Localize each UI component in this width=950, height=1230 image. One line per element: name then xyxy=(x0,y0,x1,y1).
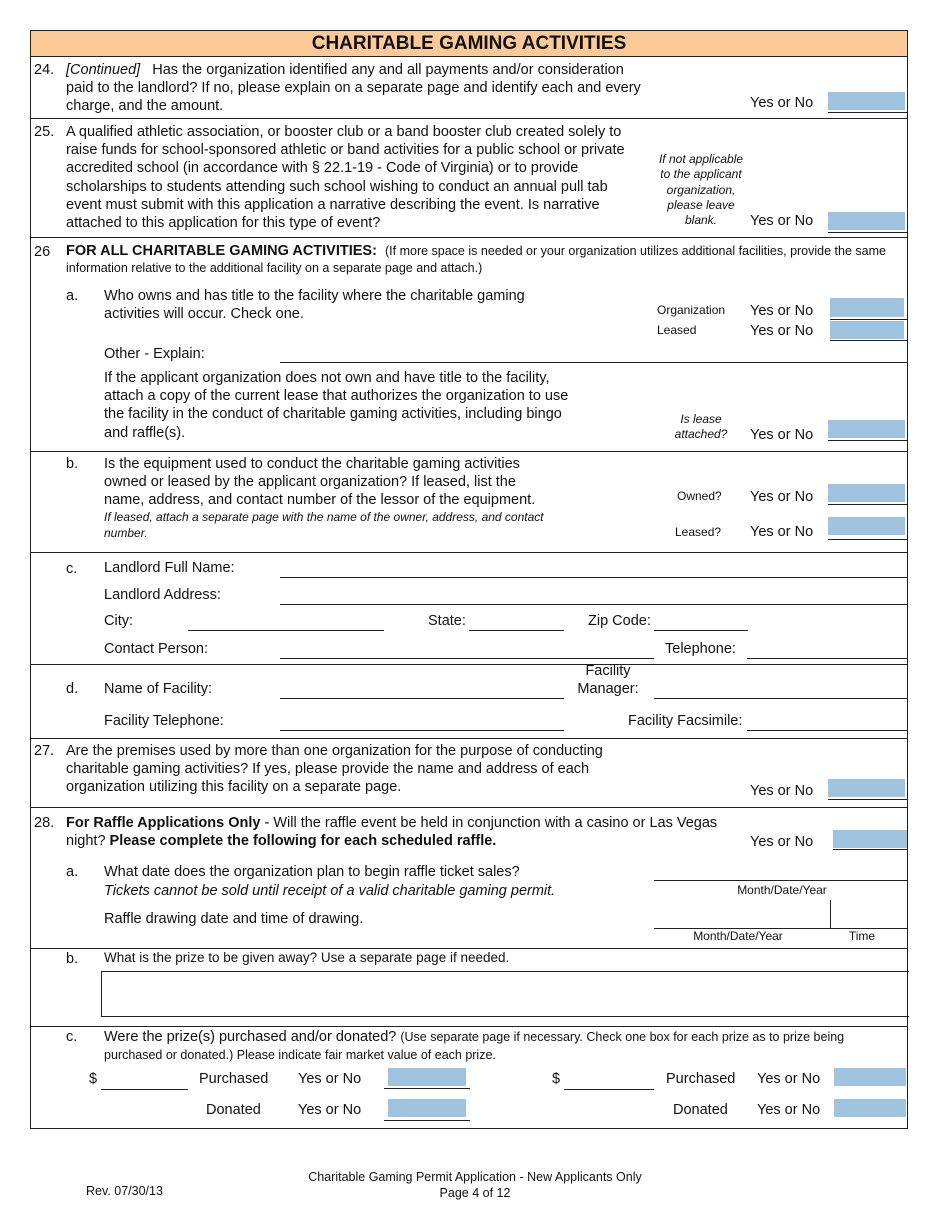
q26b-text: Is the equipment used to conduct the charitable gaming activities owned or leased by the applicant organization? If leased, list the name, address, and contact number of the lessor of the equipment. xyxy=(104,456,536,509)
prize-description-box[interactable] xyxy=(101,971,909,1017)
footer-title xyxy=(250,1169,700,1201)
divider xyxy=(30,451,908,452)
contact-person-label: Contact Person: xyxy=(104,641,208,657)
purchased-answer-field-2[interactable] xyxy=(834,1068,906,1086)
owned-answer-field[interactable] xyxy=(828,484,905,502)
yes-no-label: Yes or No xyxy=(750,783,814,799)
question-24-text xyxy=(66,61,651,116)
prize-value-line[interactable] xyxy=(564,1089,654,1090)
q28c-note: (Use separate page if necessary. Check one box for each prize as to prize being purchased or donated.) Please indicate fair market value of each prize. xyxy=(104,1030,845,1062)
question-number: 26 xyxy=(34,244,51,260)
q26b-note: If leased, attach a separate page with the name of the owner, address, and contact number. xyxy=(104,510,544,540)
question-27-text: Are the premises used by more than one organization for the purpose of conducting charitable gaming activities? If yes, please provide the name and address of each organization utilizing this facility on a separate page. xyxy=(66,743,603,796)
divider xyxy=(30,807,908,808)
leased-answer-field[interactable] xyxy=(830,321,904,339)
section-title: CHARITABLE GAMING ACTIVITIES xyxy=(31,31,907,57)
answer-underline xyxy=(384,1120,470,1121)
mdy-label: Month/Date/Year xyxy=(693,929,783,943)
continued-label: [Continued] xyxy=(66,62,141,78)
facility-fax-line[interactable] xyxy=(747,730,908,731)
item-letter: c. xyxy=(66,1029,78,1045)
question-28-text xyxy=(66,814,746,850)
revision-date: Rev. 07/30/13 xyxy=(86,1184,163,1198)
answer-underline xyxy=(830,319,908,320)
leased-label: Leased? xyxy=(675,525,722,539)
facility-telephone-line[interactable] xyxy=(280,730,564,731)
q28a-question: What date does the organization plan to begin raffle ticket sales? xyxy=(104,864,520,880)
answer-underline xyxy=(828,112,908,113)
yes-no-label: Yes or No xyxy=(750,95,814,111)
facility-name-label: Name of Facility: xyxy=(104,681,212,697)
q25-answer-field[interactable] xyxy=(828,212,905,230)
yes-no-label: Yes or No xyxy=(298,1102,362,1118)
question-number: 28. xyxy=(34,815,55,831)
answer-underline xyxy=(828,440,908,441)
purchased-label: Purchased xyxy=(666,1071,736,1087)
answer-underline xyxy=(828,799,908,800)
lease-answer-field[interactable] xyxy=(828,420,905,438)
item-letter: d. xyxy=(66,681,79,697)
facility-manager-line[interactable] xyxy=(654,698,908,699)
ticket-sales-date-line[interactable] xyxy=(654,880,908,881)
owned-label: Owned? xyxy=(677,489,722,503)
answer-underline xyxy=(830,340,908,341)
facility-manager-label: Facility Manager: xyxy=(577,663,639,697)
mdy-label: Month/Date/Year xyxy=(737,883,827,897)
organization-label: Organization xyxy=(657,303,726,317)
yes-no-label: Yes or No xyxy=(757,1071,821,1087)
answer-underline xyxy=(833,849,908,850)
yes-no-label: Yes or No xyxy=(750,303,814,319)
state-label: State: xyxy=(428,613,466,629)
zip-line[interactable] xyxy=(654,630,748,631)
purchased-label: Purchased xyxy=(199,1071,269,1087)
yes-no-label: Yes or No xyxy=(750,489,814,505)
state-line[interactable] xyxy=(469,630,564,631)
footer-page-number: Page 4 of 12 xyxy=(439,1186,511,1200)
answer-underline xyxy=(828,539,908,540)
facility-telephone-label: Facility Telephone: xyxy=(104,713,224,729)
lease-text: If the applicant organization does not own and have title to the facility, attach a copy of the current lease that authorizes the organization to use the facility in the conduct of charitable gaming activities, including bingo and raffle(s). xyxy=(104,370,569,441)
donated-answer-field[interactable] xyxy=(388,1099,466,1117)
question-25-text: A qualified athletic association, or booster club or a band booster club created solely to raise funds for school-sponsored athletic or band activities for a public school or private accredited school (in accordance with § 22.1-19 - Code of Virginia) or to provide scholarships to students attending such school wishing to conduct an annual pull tab event must submit with this application a narrative describing the event. Is narrative attached to this application for this type of event? xyxy=(66,124,625,232)
q28a-note: Tickets cannot be sold until receipt of a valid charitable gaming permit. xyxy=(104,883,556,899)
divider xyxy=(30,664,908,665)
divider xyxy=(30,948,908,949)
zip-label: Zip Code: xyxy=(588,613,651,629)
question-number: 27. xyxy=(34,743,55,759)
donated-label: Donated xyxy=(673,1102,728,1118)
divider xyxy=(30,552,908,553)
purchased-answer-field[interactable] xyxy=(388,1068,466,1086)
yes-no-label: Yes or No xyxy=(298,1071,362,1087)
date-time-divider xyxy=(830,900,831,928)
divider xyxy=(30,118,908,119)
yes-no-label: Yes or No xyxy=(750,427,814,443)
q26a-text: Who owns and has title to the facility where the charitable gaming activities will occur. Check one. xyxy=(104,288,525,323)
other-explain-label: Other - Explain: xyxy=(104,346,205,362)
yes-no-label: Yes or No xyxy=(750,834,814,850)
leased-label: Leased xyxy=(657,323,697,337)
dollar-sign: $ xyxy=(552,1071,561,1087)
lease-question: Is lease attached? xyxy=(674,412,728,442)
yes-no-label: Yes or No xyxy=(750,524,814,540)
item-letter: c. xyxy=(66,561,78,577)
q24-answer-field[interactable] xyxy=(828,92,905,110)
q25-note: If not applicable to the applicant organization, please leave blank. xyxy=(658,152,744,228)
dollar-sign: $ xyxy=(89,1071,98,1087)
answer-underline xyxy=(384,1088,470,1089)
telephone-label: Telephone: xyxy=(665,641,736,657)
divider xyxy=(30,738,908,739)
q28-bold-instruction: Please complete the following for each scheduled raffle. xyxy=(109,833,497,850)
landlord-name-label: Landlord Full Name: xyxy=(104,560,235,576)
q26-note: (If more space is needed or your organization utilizes additional facilities, provide the same information relative to the additional facility on a separate page and attach.) xyxy=(66,244,886,275)
other-explain-line[interactable] xyxy=(280,362,908,363)
facility-fax-label: Facility Facsimile: xyxy=(628,713,743,729)
divider xyxy=(30,237,908,238)
yes-no-label: Yes or No xyxy=(757,1102,821,1118)
city-label: City: xyxy=(104,613,133,629)
q28-bold-title: For Raffle Applications Only xyxy=(66,815,261,831)
q28b-question: What is the prize to be given away? Use a separate page if needed. xyxy=(104,950,510,965)
question-number: 25. xyxy=(34,124,55,140)
item-letter: b. xyxy=(66,456,79,472)
item-letter: a. xyxy=(66,864,79,880)
city-line[interactable] xyxy=(188,630,384,631)
telephone-line[interactable] xyxy=(747,658,908,659)
q27-answer-field[interactable] xyxy=(828,779,905,797)
item-letter: b. xyxy=(66,951,79,967)
time-label: Time xyxy=(848,929,876,943)
question-26-header xyxy=(66,243,896,277)
donated-label: Donated xyxy=(206,1102,261,1118)
q28-body: - Will the raffle event be held in conjunction with a casino or Las Vegas night? xyxy=(66,815,718,850)
item-letter: a. xyxy=(66,288,79,304)
landlord-name-line[interactable] xyxy=(280,577,908,578)
prize-value-line[interactable] xyxy=(101,1089,188,1090)
divider xyxy=(30,1026,908,1027)
leased-equipment-answer-field[interactable] xyxy=(828,517,905,535)
question-number: 24. xyxy=(34,62,55,78)
answer-underline xyxy=(828,232,908,233)
contact-person-line[interactable] xyxy=(280,658,654,659)
landlord-address-label: Landlord Address: xyxy=(104,587,221,603)
donated-answer-field-2[interactable] xyxy=(834,1099,906,1117)
q28-answer-field[interactable] xyxy=(833,830,907,848)
yes-no-label: Yes or No xyxy=(750,213,814,229)
facility-name-line[interactable] xyxy=(280,698,564,699)
answer-underline xyxy=(828,504,908,505)
q28c-text: Were the prize(s) purchased and/or donated? xyxy=(104,1029,397,1045)
footer-line-1: Charitable Gaming Permit Application - New Applicants Only xyxy=(308,1170,642,1184)
q28a-drawing-label: Raffle drawing date and time of drawing. xyxy=(104,911,364,927)
organization-answer-field[interactable] xyxy=(830,298,904,317)
landlord-address-line[interactable] xyxy=(280,604,908,605)
question-24-body: Has the organization identified any and all payments and/or consideration paid to the landlord? If no, please explain on a separate page and identify each and every charge, and the amount. xyxy=(66,62,641,115)
yes-no-label: Yes or No xyxy=(750,323,814,339)
q28c-question xyxy=(104,1029,894,1064)
q26-title: FOR ALL CHARITABLE GAMING ACTIVITIES: xyxy=(66,243,377,259)
